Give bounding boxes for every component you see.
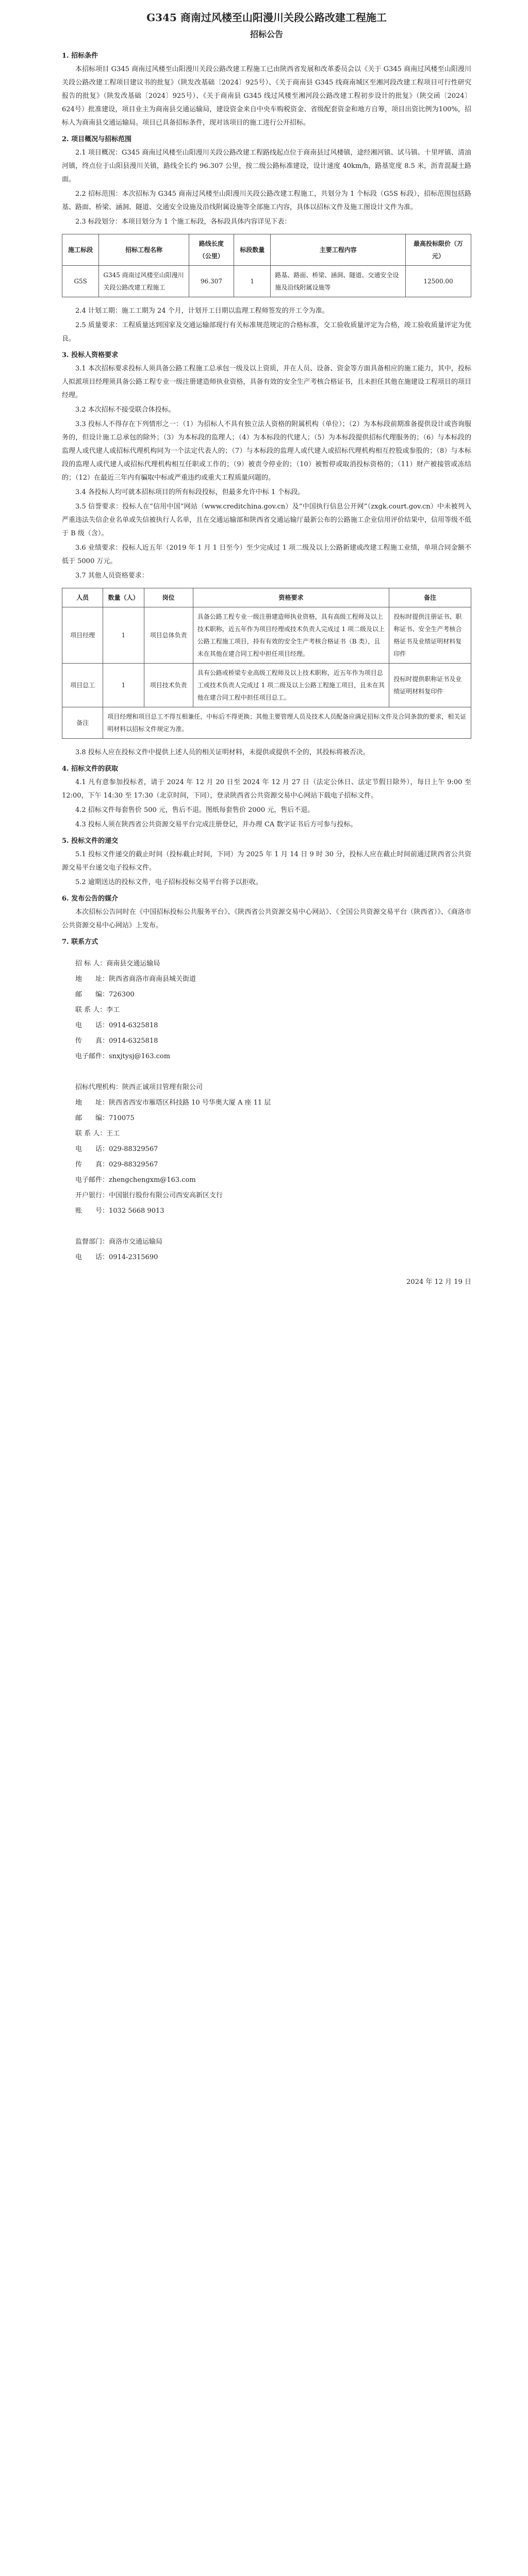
supervisor-contact-block (62, 1234, 471, 1265)
table-header-cell: 人员 (62, 588, 103, 607)
announcement-date: 2024 年 12 月 19 日 (406, 1278, 471, 1286)
agency-account: 账 号：1032 5668 9013 (75, 1207, 164, 1215)
table-row (62, 266, 471, 297)
section-2-paragraph-2: 2.2 招标范围：本次招标为 G345 商南过风楼至山阳漫川关段公路改建工程施工，共划分为 1 个标段（G5S 标段），招标范围包括路基、路面、桥梁、涵洞、隧道、交通安全设施及沿线附属设施等全部施工内容，具体以招标文件及施工图设计文件为准。 (62, 190, 471, 211)
table-cell: 项目技术负责 (144, 664, 193, 707)
section-5-paragraph-1: 5.1 投标文件递交的截止时间（投标截止时间，下同）为 2025 年 1 月 14 日 9 时 30 分，投标人应在截止时间前通过陕西省公共资源交易平台递交电子投标文件。 (62, 851, 471, 872)
tenderer-contact-person: 联 系 人：李工 (75, 1006, 120, 1014)
table-header-cell: 数量（人） (103, 588, 144, 607)
section-3-paragraph-7: 3.7 其他人员资格要求： (75, 572, 148, 580)
table-cell: 1 (103, 664, 144, 707)
section-7-heading: 7. 联系方式 (62, 938, 98, 946)
spacer (62, 1064, 471, 1073)
document-subtitle: 招标公告 (250, 29, 283, 39)
table-header-cell: 最高投标限价（万元） (406, 234, 471, 266)
tenderer-email: 电子邮件：snxjtysj@163.com (75, 1053, 171, 1060)
table-cell: 备注 (62, 707, 103, 739)
tenderer-postcode: 邮 编：726300 (75, 991, 135, 998)
table-header-row (62, 588, 471, 607)
table-cell: 1 (103, 607, 144, 664)
section-4-heading: 4. 招标文件的获取 (62, 765, 119, 773)
section-4-paragraph-3: 4.3 投标人须在陕西省公共资源交易平台完成注册登记，并办理 CA 数字证书后方可参与投标。 (75, 821, 357, 828)
section-1-paragraph: 本招标项目 G345 商南过风楼至山阳漫川关段公路改建工程施工已由陕西省发展和改革委员会以《关于 G345 商南过风楼至山阳漫川关段公路改建工程项目建议书的批复》（陕发改基础〔2024〕925号）、《关于商南县 G345 线商南城区至湘河段改建工程项目可行性研究报告的批复》（陕发改基础〔2024〕925号）、《关于商南县 G345 线过风楼至湘河段公路改建工程初步设计的批复》（陕交函〔2024〕624号）批准建设，项目业主为商南县交通运输局，建设资金来自中央车购税资金、省级配套资金和地方自筹，项目出资比例为100%，招标人为商南县交通运输局。项目已具备招标条件，现对该项目的施工进行公开招标。 (62, 65, 471, 127)
section-5-paragraph-2: 5.2 逾期送达的投标文件，电子招标投标交易平台将予以拒收。 (75, 878, 262, 886)
agency-phone: 电 话：029-88329567 (75, 1145, 158, 1153)
table-header-cell: 标段数量 (234, 234, 271, 266)
section-3-paragraph-5: 3.5 信誉要求：投标人在“信用中国”网站（www.creditchina.gov.cn）及“中国执行信息公开网”（zxgk.court.gov.cn）中未被列入严重违法失信企业名单或失信被执行人名单，且在交通运输部和陕西省交通运输厅最新公布的公路施工企业信用评价结果中，信用等级不低于 B 级（含）。 (62, 503, 471, 537)
section-2-paragraph-5: 2.5 质量要求：工程质量达到国家及交通运输部现行有关标准规范规定的合格标准，交工验收质量评定为合格，竣工验收质量评定为优良。 (62, 321, 471, 343)
table-cell: 投标时提供注册证书、职称证书、安全生产考核合格证书及业绩证明材料复印件 (389, 607, 471, 664)
personnel-table (62, 588, 471, 739)
section-2-paragraph-3: 2.3 标段划分：本项目划分为 1 个施工标段，各标段具体内容详见下表： (75, 218, 291, 226)
section-3-heading: 3. 投标人资格要求 (62, 351, 119, 359)
table-header-cell: 备注 (389, 588, 471, 607)
table-header-row (62, 234, 471, 266)
spacer (62, 1219, 471, 1227)
table-row (62, 607, 471, 664)
table-row (62, 707, 471, 739)
section-2-paragraph-1: 2.1 项目概况：G345 商南过风楼至山阳漫川关段公路改建工程路线起点位于商南县过风楼镇，途经湘河镇、试马镇、十里坪镇、清油河镇，终点位于山阳县漫川关镇，路线全长约 96.307 公里，按二级公路标准建设，设计速度 40km/h，路基宽度 8.5 米，沥青混凝土路面。 (62, 149, 471, 183)
table-header-cell: 路线长度（公里） (189, 234, 234, 266)
table-cell: 项目经理和项目总工不得互相兼任，中标后不得更换；其他主要管理人员及技术人员配备应满足招标文件及合同条款的要求，相关证明材料以招标文件规定为准。 (103, 707, 471, 739)
agency-contact-person: 联 系 人：王工 (75, 1130, 120, 1138)
section-6-paragraph: 本次招标公告同时在《中国招标投标公共服务平台》、《陕西省公共资源交易中心网站》、《全国公共资源交易平台（陕西省）》、《商洛市公共资源交易中心网站》上发布。 (62, 908, 471, 929)
section-6-heading: 6. 发布公告的媒介 (62, 895, 119, 903)
section-3-paragraph-4: 3.4 各投标人均可就本招标项目的所有标段投标，但最多允许中标 1 个标段。 (75, 488, 305, 496)
bid-section-table (62, 234, 471, 297)
agency-email: 电子邮件：zhengchengxm@163.com (75, 1176, 196, 1184)
table-cell: 1 (234, 266, 271, 297)
agency-bank: 开户银行：中国银行股份有限公司西安高新区支行 (75, 1192, 223, 1199)
section-3-paragraph-8: 3.8 投标人应在投标文件中提供上述人员的相关证明材料，未提供或提供不全的，其投标将被否决。 (75, 749, 370, 756)
section-3-paragraph-3: 3.3 投标人不得存在下列情形之一：（1）为招标人不具有独立法人资格的附属机构（单位）；（2）为本标段前期准备提供设计或咨询服务的，但设计施工总承包的除外；（3）为本标段的监理人；（4）为本标段的代建人；（5）为本标段提供招标代理服务的；（6）与本标段的监理人或代建人或招标代理机构同为一个法定代表人的；（7）与本标段的监理人或代建人或招标代理机构相互控股或参股的；（8）与本标段的监理人或代建人或招标代理机构相互任职或工作的；（9）被责令停业的；（10）被暂停或取消投标资格的；（11）财产被接管或冻结的；（12）在最近三年内有骗取中标或严重违约或重大工程质量问题的。 (62, 420, 471, 482)
tenderer-contact-block (62, 956, 471, 1064)
agency-name: 招标代理机构：陕西正诚项目管理有限公司 (75, 1083, 203, 1091)
section-1-heading: 1. 招标条件 (62, 52, 98, 60)
table-cell: 项目总工 (62, 664, 103, 707)
document-title: G345 商南过风楼至山阳漫川关段公路改建工程施工 (146, 11, 387, 24)
table-header-cell: 招标工程名称 (99, 234, 189, 266)
table-row (62, 664, 471, 707)
table-header-cell: 施工标段 (62, 234, 99, 266)
section-3-paragraph-1: 3.1 本次招标要求投标人须具备公路工程施工总承包一级及以上资质，并在人员、设备、资金等方面具备相应的施工能力，其中，投标人拟派项目经理须具备公路工程专业一级注册建造师执业资格，具备有效的安全生产考核合格证书，且未担任其他在施建设工程项目的项目经理。 (62, 365, 471, 399)
section-2-heading: 2. 项目概况与招标范围 (62, 135, 132, 143)
table-cell: 投标时提供职称证书及业绩证明材料复印件 (389, 664, 471, 707)
table-cell: 路基、路面、桥梁、涵洞、隧道、交通安全设施及沿线附属设施等 (271, 266, 406, 297)
tenderer-fax: 传 真：0914-6325818 (75, 1037, 158, 1045)
tenderer-address: 地 址：陕西省商洛市商南县城关街道 (75, 975, 196, 983)
table-cell: 具备公路工程专业一级注册建造师执业资格，具有高级工程师及以上技术职称，近五年作为项目经理或技术负责人完成过 1 项二级及以上公路工程施工项目，持有有效的安全生产考核合格证书（B 类），且未在其他在建合同工程中担任项目经理。 (193, 607, 389, 664)
section-5-heading: 5. 投标文件的递交 (62, 837, 119, 845)
table-cell: 具有公路或桥梁专业高级工程师及以上技术职称，近五年作为项目总工或技术负责人完成过 1 项二级及以上公路工程施工项目，且未在其他在建合同工程中担任项目总工。 (193, 664, 389, 707)
section-3-paragraph-2: 3.2 本次招标不接受联合体投标。 (75, 406, 175, 414)
table-header-cell: 岗位 (144, 588, 193, 607)
table-cell: 项目总体负责 (144, 607, 193, 664)
section-4-paragraph-2: 4.2 招标文件每套售价 500 元，售后不退。图纸每套售价 2000 元，售后不退。 (75, 806, 315, 814)
section-3-paragraph-6: 3.6 业绩要求：投标人近五年（2019 年 1 月 1 日至今）至少完成过 1 项二级及以上公路新建或改建工程施工业绩，单项合同金额不低于 5000 万元。 (62, 544, 471, 565)
document-body (62, 9, 471, 1289)
table-cell: 项目经理 (62, 607, 103, 664)
table-cell: G345 商南过风楼至山阳漫川关段公路改建工程施工 (99, 266, 189, 297)
section-4-paragraph-1: 4.1 凡有意参加投标者，请于 2024 年 12 月 20 日至 2024 年 12 月 27 日（法定公休日、法定节假日除外），每日上午 9:00 至 12:00，下午 14:30 至 17:30（北京时间，下同），登录陕西省公共资源交易中心网站下载电子招标文件。 (62, 778, 471, 800)
tenderer-name: 招 标 人：商南县交通运输局 (75, 960, 160, 968)
tenderer-phone: 电 话：0914-6325818 (75, 1022, 158, 1029)
agency-contact-block (62, 1080, 471, 1219)
agency-postcode: 邮 编：710075 (75, 1114, 135, 1122)
table-header-cell: 主要工程内容 (271, 234, 406, 266)
supervisor-phone: 电 话：0914-2315690 (75, 1253, 158, 1261)
table-header-cell: 资格要求 (193, 588, 389, 607)
agency-address: 地 址：陕西省西安市雁塔区科技路 10 号华奥大厦 A 座 11 层 (75, 1099, 271, 1107)
supervisor-name: 监督部门：商洛市交通运输局 (75, 1238, 163, 1246)
section-2-paragraph-4: 2.4 计划工期：施工工期为 24 个月，计划开工日期以监理工程师签发的开工令为准。 (75, 307, 329, 315)
table-cell: G5S (62, 266, 99, 297)
table-cell: 12500.00 (406, 266, 471, 297)
table-cell: 96.307 (189, 266, 234, 297)
agency-fax: 传 真：029-88329567 (75, 1161, 158, 1168)
